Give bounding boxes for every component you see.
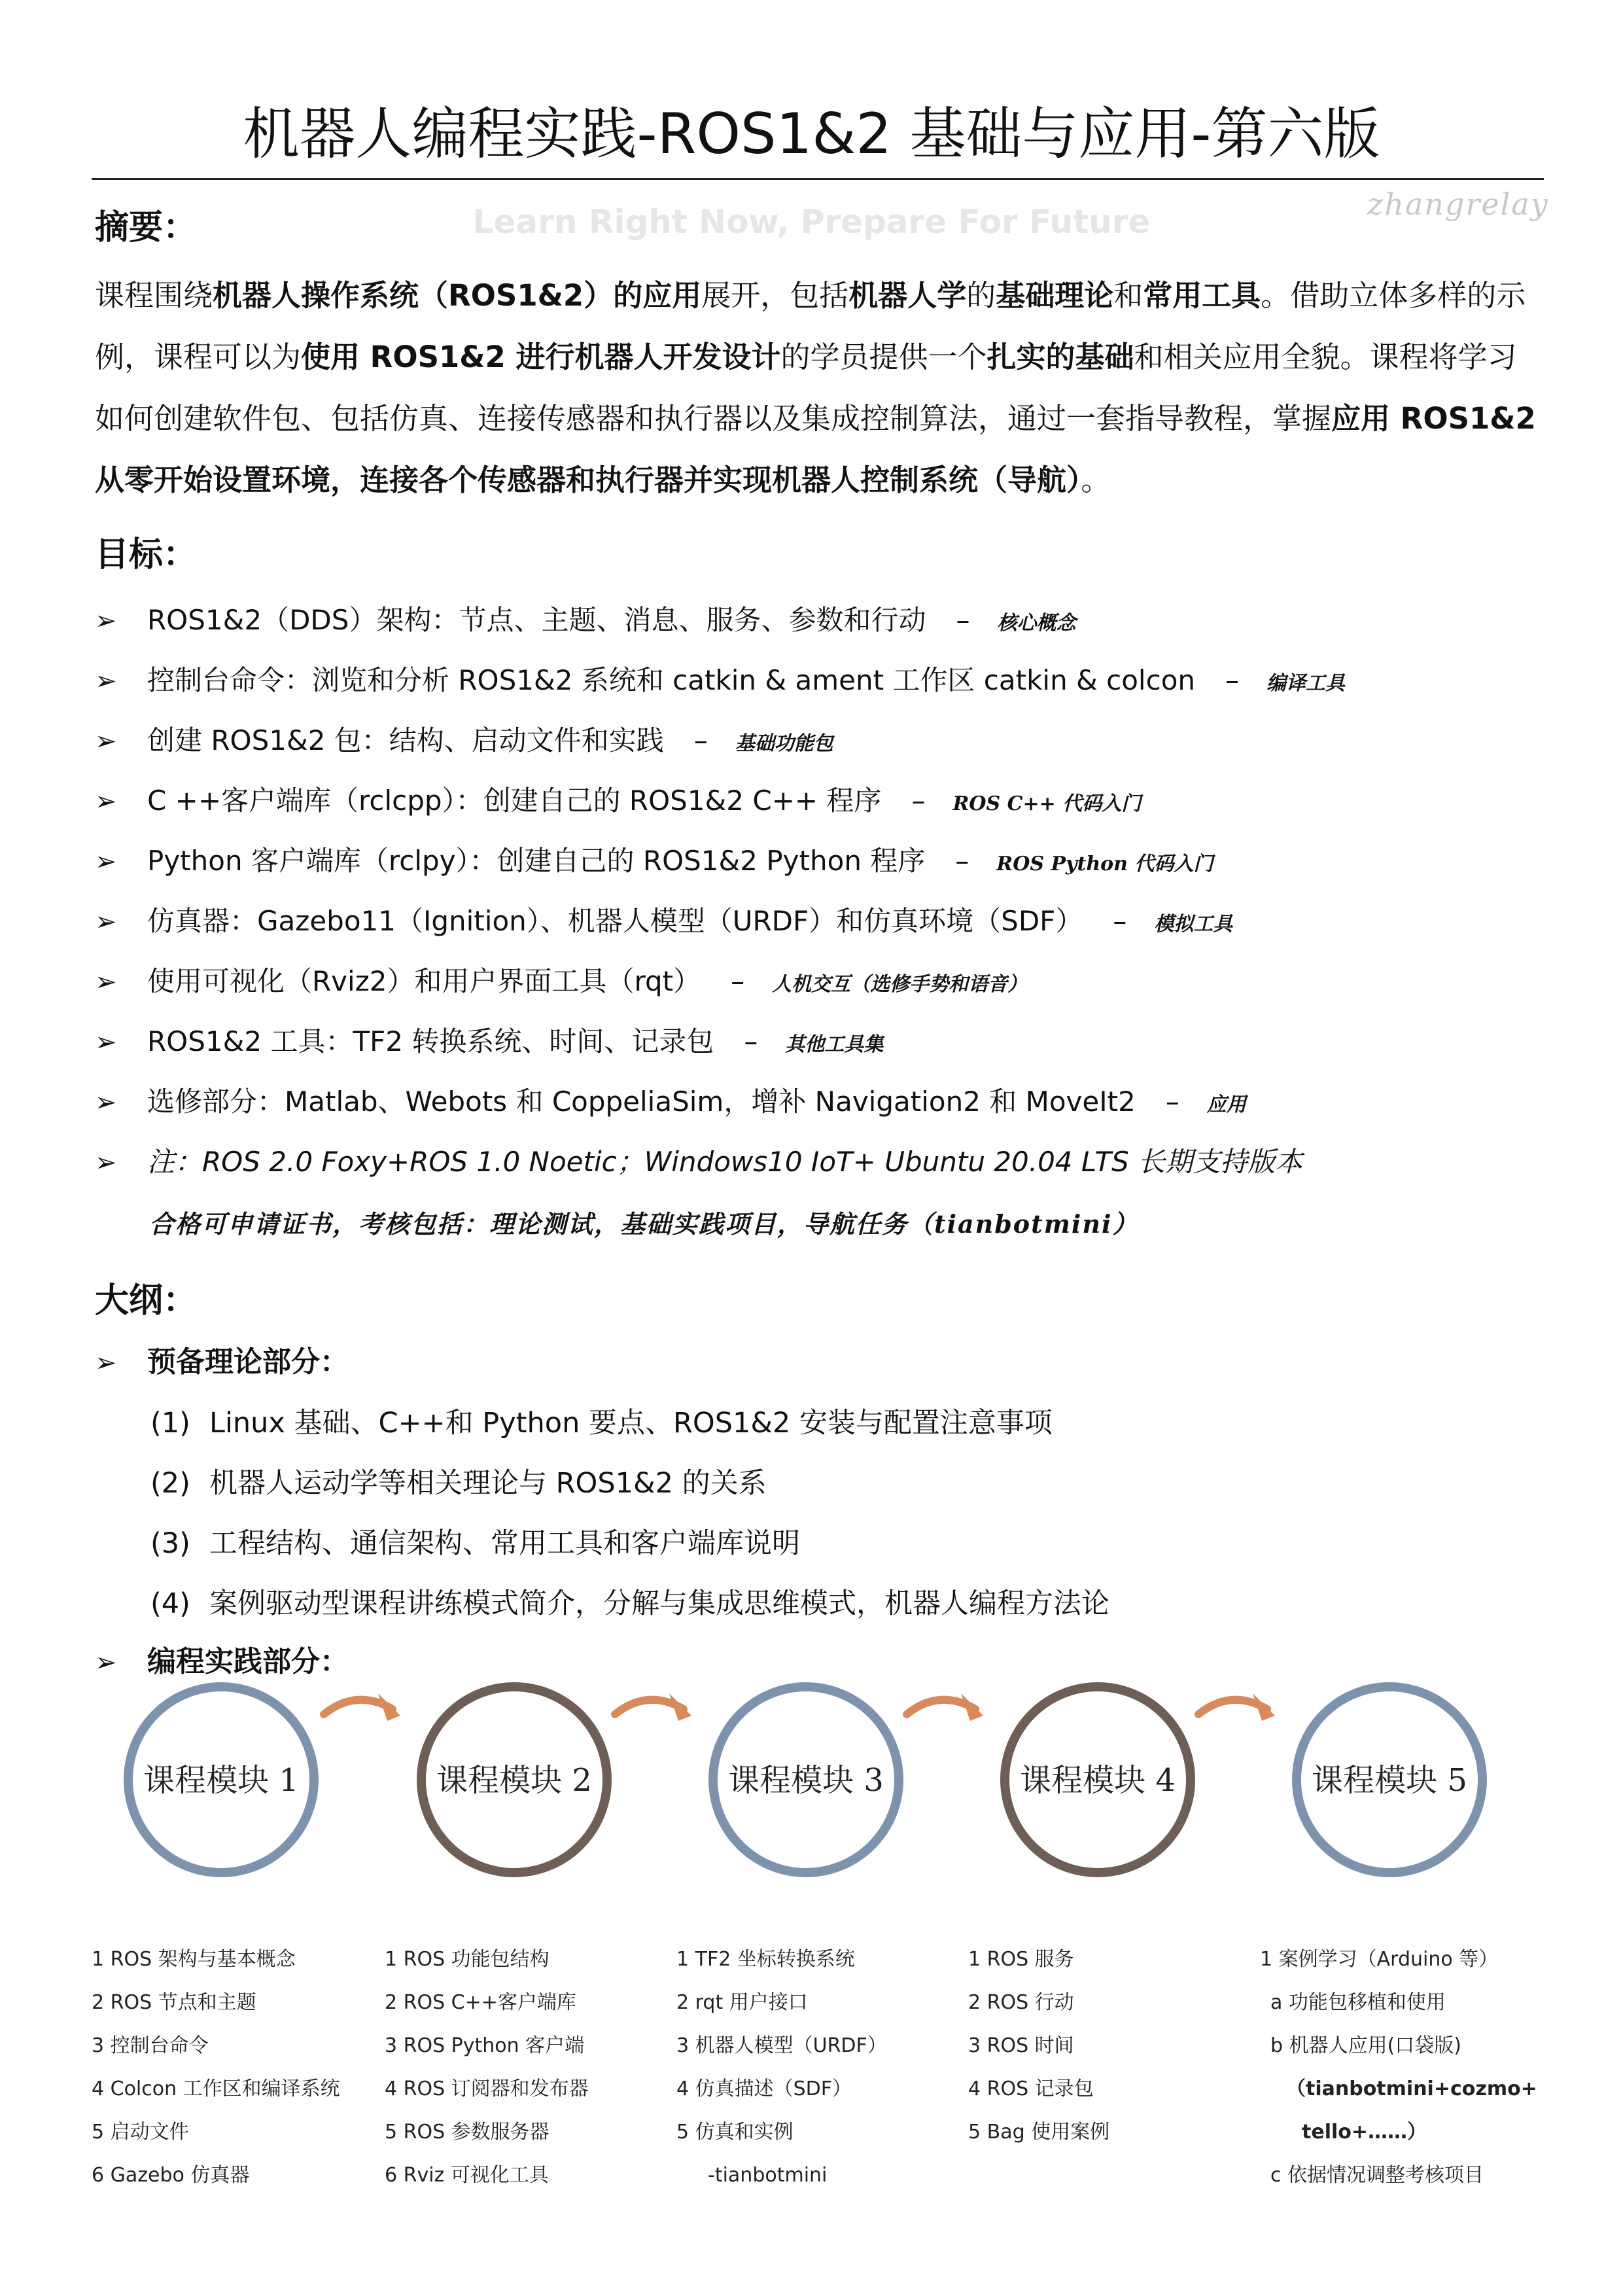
goal-item: ➢ ROS1&2 工具：TF2 转换系统、时间、记录包 – 其他工具集 (95, 1022, 883, 1061)
module-topic: a 功能包移植和使用 (1270, 1991, 1446, 2014)
arrow-bullet-icon: ➢ (95, 1648, 117, 1678)
arrow-bullet-icon: ➢ (95, 907, 117, 937)
module-topic: 5 Bag 使用案例 (968, 2121, 1110, 2144)
goal-item: ➢ 创建 ROS1&2 包：结构、启动文件和实践 – 基础功能包 (95, 721, 833, 760)
arrow-bullet-icon: ➢ (95, 726, 117, 756)
goal-item: ➢ ROS1&2（DDS）架构：节点、主题、消息、服务、参数和行动 – 核心概念 (95, 601, 1075, 640)
module-topic: 1 案例学习（Arduino 等） (1260, 1948, 1499, 1971)
watermark-slogan: Learn Right Now, Prepare For Future (472, 203, 1151, 241)
module-topic: 6 Gazebo 仿真器 (92, 2164, 250, 2187)
goals-heading: 目标： (95, 535, 198, 574)
module-topic: 5 仿真和实例 (676, 2121, 794, 2144)
module-topic: 2 ROS 节点和主题 (92, 1991, 256, 2014)
page-title: 机器人编程实践-ROS1&2 基础与应用-第六版 (243, 101, 1380, 167)
module-label: 课程模块 4 (1020, 1762, 1176, 1799)
theory-item: (4) 案例驱动型课程讲练模式简介，分解与集成思维模式，机器人编程方法论 (150, 1587, 1109, 1620)
module-topic: 5 ROS 参数服务器 (385, 2121, 550, 2144)
arrow-bullet-icon: ➢ (95, 1087, 117, 1118)
module-topic: 6 Rviz 可视化工具 (385, 2164, 549, 2187)
module-topic: 1 TF2 坐标转换系统 (676, 1948, 855, 1971)
goal-item: ➢ 注：ROS 2.0 Foxy+ROS 1.0 Noetic；Windows10 IoT+ Ubuntu 20.04 LTS 长期支持版本 (95, 1142, 1302, 1182)
arrow-bullet-icon: ➢ (95, 786, 117, 817)
module-topic: 1 ROS 功能包结构 (385, 1948, 550, 1971)
goal-item: ➢ C ++客户端库（rclcpp）：创建自己的 ROS1&2 C++ 程序 – ROS C++ 代码入门 (95, 781, 1141, 821)
module-topic: tello+……） (1302, 2121, 1427, 2144)
module-topic: 3 控制台命令 (92, 2034, 209, 2057)
arrow-bullet-icon: ➢ (95, 1027, 117, 1057)
module-label: 课程模块 5 (1312, 1762, 1467, 1799)
goal-item: ➢ 控制台命令：浏览和分析 ROS1&2 系统和 catkin & ament 工作区 catkin & colcon – 编译工具 (95, 661, 1345, 700)
theory-item: (3) 工程结构、通信架构、常用工具和客户端库说明 (150, 1527, 800, 1560)
module-topic: 4 Colcon 工作区和编译系统 (92, 2077, 340, 2100)
module-circle (421, 1687, 607, 1873)
module-topic: 2 ROS 行动 (968, 1991, 1074, 2014)
module-label: 课程模块 1 (143, 1762, 299, 1799)
module-4-list (968, 1947, 1109, 2163)
module-label: 课程模块 2 (436, 1762, 592, 1799)
module-topic: （tianbotmini+cozmo+ (1286, 2077, 1537, 2100)
module-topic: 3 ROS Python 客户端 (385, 2034, 585, 2057)
module-2-list (385, 1947, 589, 2206)
practice-section-title: ➢ 编程实践部分： (95, 1642, 349, 1682)
module-topic: 4 仿真描述（SDF） (676, 2077, 852, 2100)
arrow-bullet-icon: ➢ (95, 606, 117, 636)
goal-item: ➢ 使用可视化（Rviz2）和用户界面工具（rqt） – 人机交互（选修手势和语音） (95, 962, 1027, 1001)
abstract-heading: 摘要： (95, 208, 198, 247)
module-topic: b 机器人应用(口袋版) (1270, 2034, 1461, 2057)
arrow-bullet-icon: ➢ (95, 666, 117, 696)
module-topic: 3 机器人模型（URDF） (676, 2034, 887, 2057)
module-1-list (92, 1947, 340, 2206)
module-topic: 2 rqt 用户接口 (676, 1991, 808, 2014)
module-label: 课程模块 3 (728, 1762, 884, 1799)
module-topic: 4 ROS 订阅器和发布器 (385, 2077, 589, 2100)
theory-item: (2) 机器人运动学等相关理论与 ROS1&2 的关系 (150, 1467, 767, 1500)
author-signature: zhangrelay (1367, 186, 1549, 222)
goal-item: ➢ 仿真器：Gazebo11（Ignition）、机器人模型（URDF）和仿真环境（SDF） – 模拟工具 (95, 902, 1232, 941)
module-topic: 1 ROS 架构与基本概念 (92, 1948, 296, 1971)
module-topic: 2 ROS C++客户端库 (385, 1991, 576, 2014)
arrow-bullet-icon: ➢ (95, 1348, 117, 1378)
module-topic: 4 ROS 记录包 (968, 2077, 1094, 2100)
module-circle (1005, 1687, 1191, 1873)
arrow-bullet-icon: ➢ (95, 967, 117, 997)
arrow-bullet-icon: ➢ (95, 1148, 117, 1178)
module-topic: c 依据情况调整考核项目 (1270, 2164, 1484, 2187)
abstract-paragraph: 课程围绕机器人操作系统（ROS1&2）的应用展开，包括机器人学的基础理论和常用工具。借助立体多样的示例，课程可以为使用 ROS1&2 进行机器人开发设计的学员提供一个扎实的基础和相关应用全貌。课程将学习如何创建软件包、包括仿真、连接传感器和执行器以及集成控制算法，通过一套指导教程，掌握应用 ROS1&2 从零开始设置环境，连接各个传感器和执行器并实现机器人控制系统（导航）。 (95, 278, 1536, 497)
certificate-note: 合格可申请证书，考核包括：理论测试，基础实践项目，导航任务（tianbotmini） (149, 1209, 1139, 1239)
outline-heading: 大纲： (95, 1281, 198, 1320)
module-topic: 3 ROS 时间 (968, 2034, 1074, 2057)
module-topic: 5 启动文件 (92, 2121, 189, 2144)
theory-section-title: ➢ 预备理论部分： (95, 1343, 349, 1383)
arrow-bullet-icon: ➢ (95, 847, 117, 877)
module-5-list (1260, 1947, 1537, 2206)
module-circle (713, 1687, 899, 1873)
goal-item: ➢ 选修部分：Matlab、Webots 和 CoppeliaSim，增补 Navigation2 和 MoveIt2 – 应用 (95, 1082, 1246, 1122)
goal-item: ➢ Python 客户端库（rclpy）：创建自己的 ROS1&2 Python 程序 – ROS Python 代码入门 (95, 841, 1213, 881)
module-circle (1297, 1687, 1482, 1873)
module-flow-diagram (0, 1675, 1623, 1884)
module-topic: 1 ROS 服务 (968, 1948, 1074, 1971)
theory-item: (1) Linux 基础、C++和 Python 要点、ROS1&2 安装与配置注意事项 (150, 1407, 1053, 1439)
title-divider (92, 178, 1544, 180)
module-topic: -tianbotmini (708, 2164, 828, 2187)
module-circle (128, 1687, 314, 1873)
module-3-list (676, 1947, 887, 2206)
